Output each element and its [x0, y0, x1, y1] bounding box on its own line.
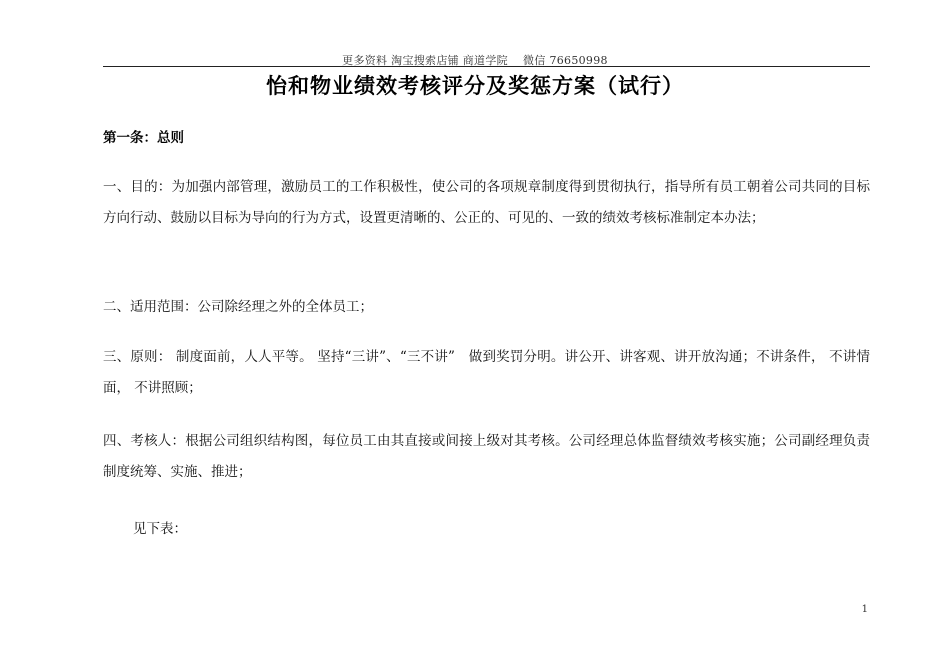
page-header-text: 更多资料 淘宝搜索店铺 商道学院 微信 76650998 — [342, 54, 608, 67]
page-number: 1 — [861, 604, 868, 615]
header-divider — [103, 66, 870, 67]
paragraph-see-table: 见下表： — [133, 521, 187, 537]
paragraph-assessors: 四、考核人：根据公司组织结构图，每位员工由其直接或间接上级对其考核。公司经理总体监督绩效考核实施；公司副经理负责制度统筹、实施、推进； — [103, 433, 870, 480]
paragraph-purpose: 一、目的：为加强内部管理，激励员工的工作积极性，使公司的各项规章制度得到贯彻执行，指导所有员工朝着公司共同的目标方向行动、鼓励以目标为导向的行为方式，设置更清晰的、公正的、可见的、一致的绩效考核标准制定本办法； — [103, 179, 870, 226]
paragraph-principles: 三、原则： 制度面前，人人平等。 坚持“三讲”、“三不讲” 做到奖罚分明。讲公开、讲客观、讲开放沟通；不讲条件， 不讲情面， 不讲照顾； — [103, 349, 870, 396]
paragraph-scope: 二、适用范围：公司除经理之外的全体员工； — [103, 299, 373, 315]
section-heading: 第一条：总则 — [103, 130, 184, 146]
document-title: 怡和物业绩效考核评分及奖惩方案（试行） — [266, 74, 684, 98]
